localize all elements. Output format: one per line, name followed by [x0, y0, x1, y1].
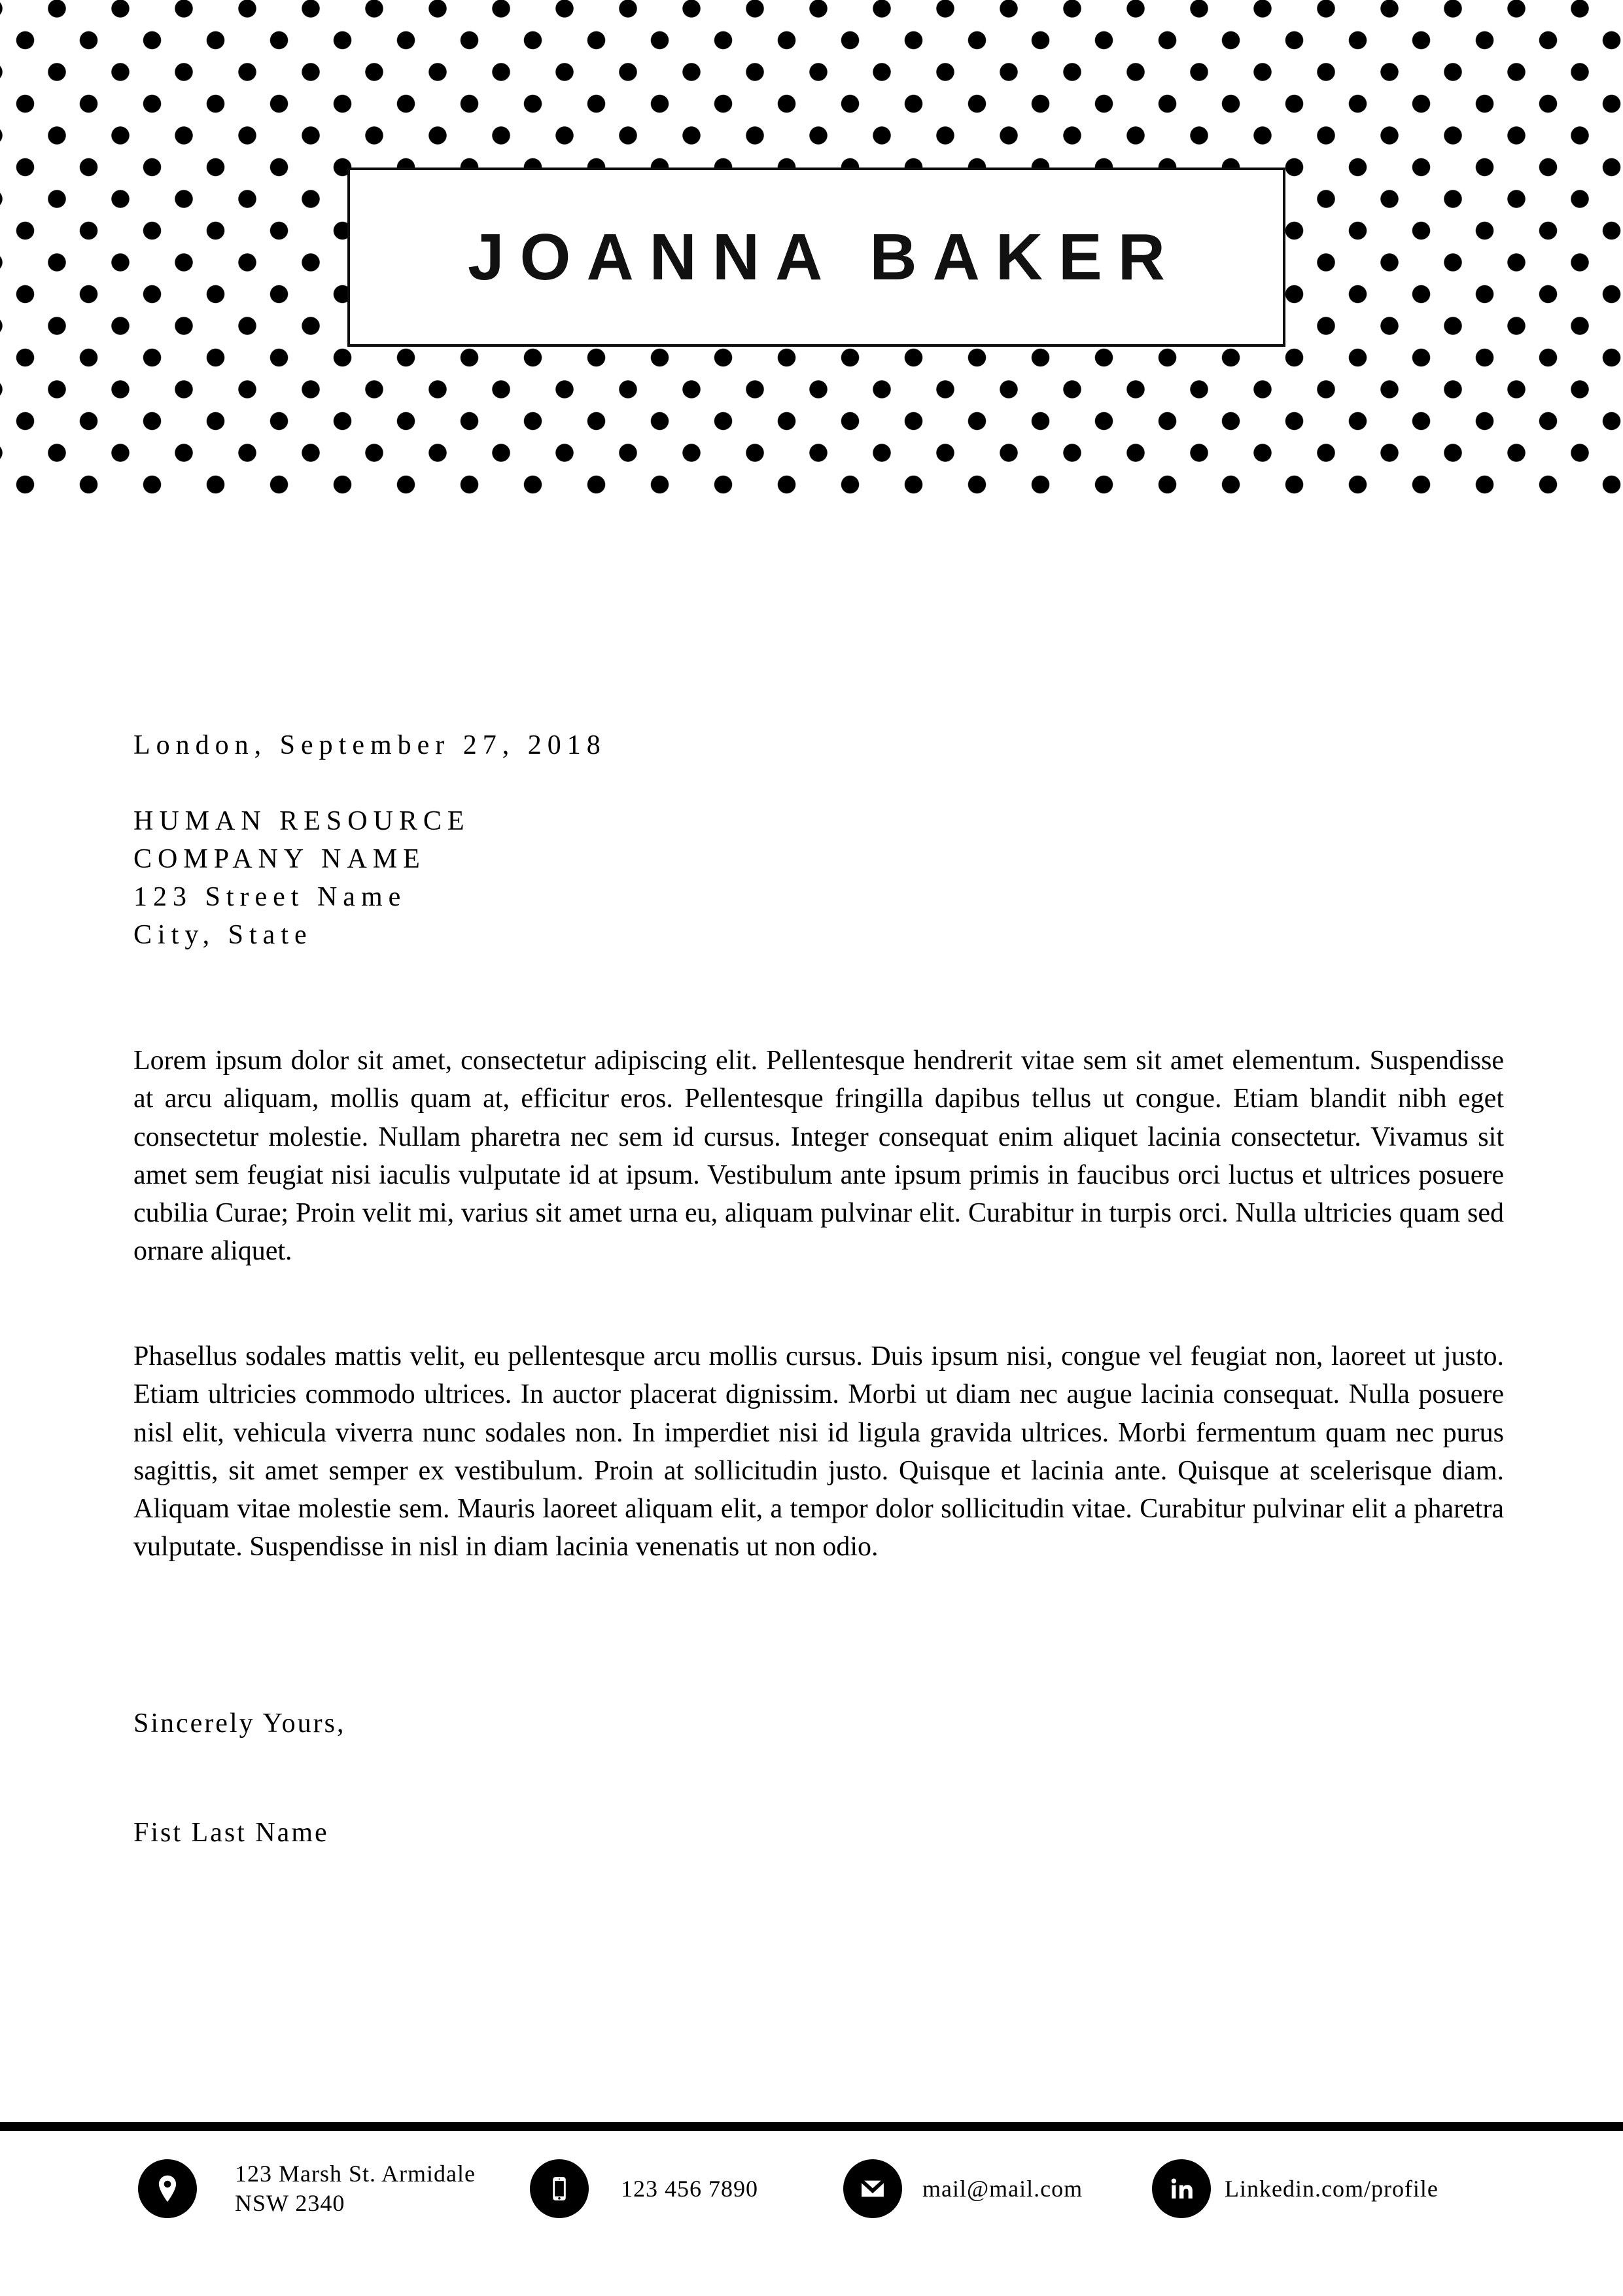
contact-address-text — [235, 2159, 476, 2218]
contact-email — [843, 2159, 1083, 2218]
contact-linkedin-text: Linkedin.com/profile — [1225, 2175, 1439, 2202]
contact-address-line1: 123 Marsh St. Armidale — [235, 2161, 476, 2187]
recipient-line-street: 123 Street Name — [133, 882, 407, 912]
footer-divider — [0, 2122, 1623, 2131]
contact-email-text: mail@mail.com — [922, 2175, 1083, 2202]
body-paragraph-1: Lorem ipsum dolor sit amet, consectetur adipiscing elit. Pellentesque hendrerit vitae sem sit amet elementum. Suspendisse at arcu aliquam, mollis quam at, efficitur eros. Pellentesque fringilla dapibus tellus ut congue. Etiam blandit nibh eget consectetur molestie. Nullam pharetra nec sem id cursus. Integer consequat enim aliquet lacinia consectetur. Vivamus sit amet sem feugiat nisi iaculis vulputate id at ipsum. Vestibulum ante ipsum primis in faucibus orci luctus et ultrices posuere cubilia Curae; Proin velit mi, varius sit amet urna eu, aliquam pulvinar elit. Curabitur in turpis orci. Nulla ultricies quam sed ornare aliquet. — [133, 1046, 1504, 1267]
contact-phone-text: 123 456 7890 — [621, 2175, 758, 2202]
signature-name: Fist Last Name — [133, 1818, 329, 1848]
recipient-line-company: COMPANY NAME — [133, 844, 426, 874]
polka-dot-banner — [0, 0, 1623, 495]
contact-linkedin — [1152, 2159, 1439, 2218]
closing-line: Sincerely Yours, — [133, 1708, 346, 1739]
email-icon — [843, 2159, 902, 2218]
date-line: London, September 27, 2018 — [133, 730, 606, 760]
contact-phone — [530, 2159, 758, 2218]
location-icon — [138, 2159, 197, 2218]
name-box — [347, 168, 1285, 347]
phone-icon — [530, 2159, 589, 2218]
page-title: JOANNA BAKER — [468, 220, 1181, 294]
body-paragraph-2: Phasellus sodales mattis velit, eu pellentesque arcu mollis cursus. Duis ipsum nisi, congue vel feugiat non, laoreet ut justo. Etiam ultricies commodo ultrices. In auctor placerat dignissim. Morbi ut diam nec augue lacinia consequat. Nulla posuere nisl elit, vehicula viverra nunc sodales non. In imperdiet nisi id ligula gravida ultrices. Morbi fermentum quam nec purus sagittis, sit amet semper ex vestibulum. Proin at sollicitudin justo. Quisque et lacinia ante. Quisque at scelerisque diam. Aliquam vitae molestie sem. Mauris laoreet aliquam elit, a tempor dolor sollicitudin vitae. Curabitur pulvinar elit a pharetra vulputate. Suspendisse in nisl in diam lacinia venenatis ut non odio. — [133, 1341, 1504, 1563]
linkedin-icon — [1152, 2159, 1211, 2218]
recipient-line-city: City, State — [133, 920, 313, 950]
recipient-block — [133, 802, 470, 954]
contact-address-line2: NSW 2340 — [235, 2190, 345, 2216]
recipient-line-department: HUMAN RESOURCE — [133, 806, 470, 836]
contact-address — [138, 2159, 476, 2218]
